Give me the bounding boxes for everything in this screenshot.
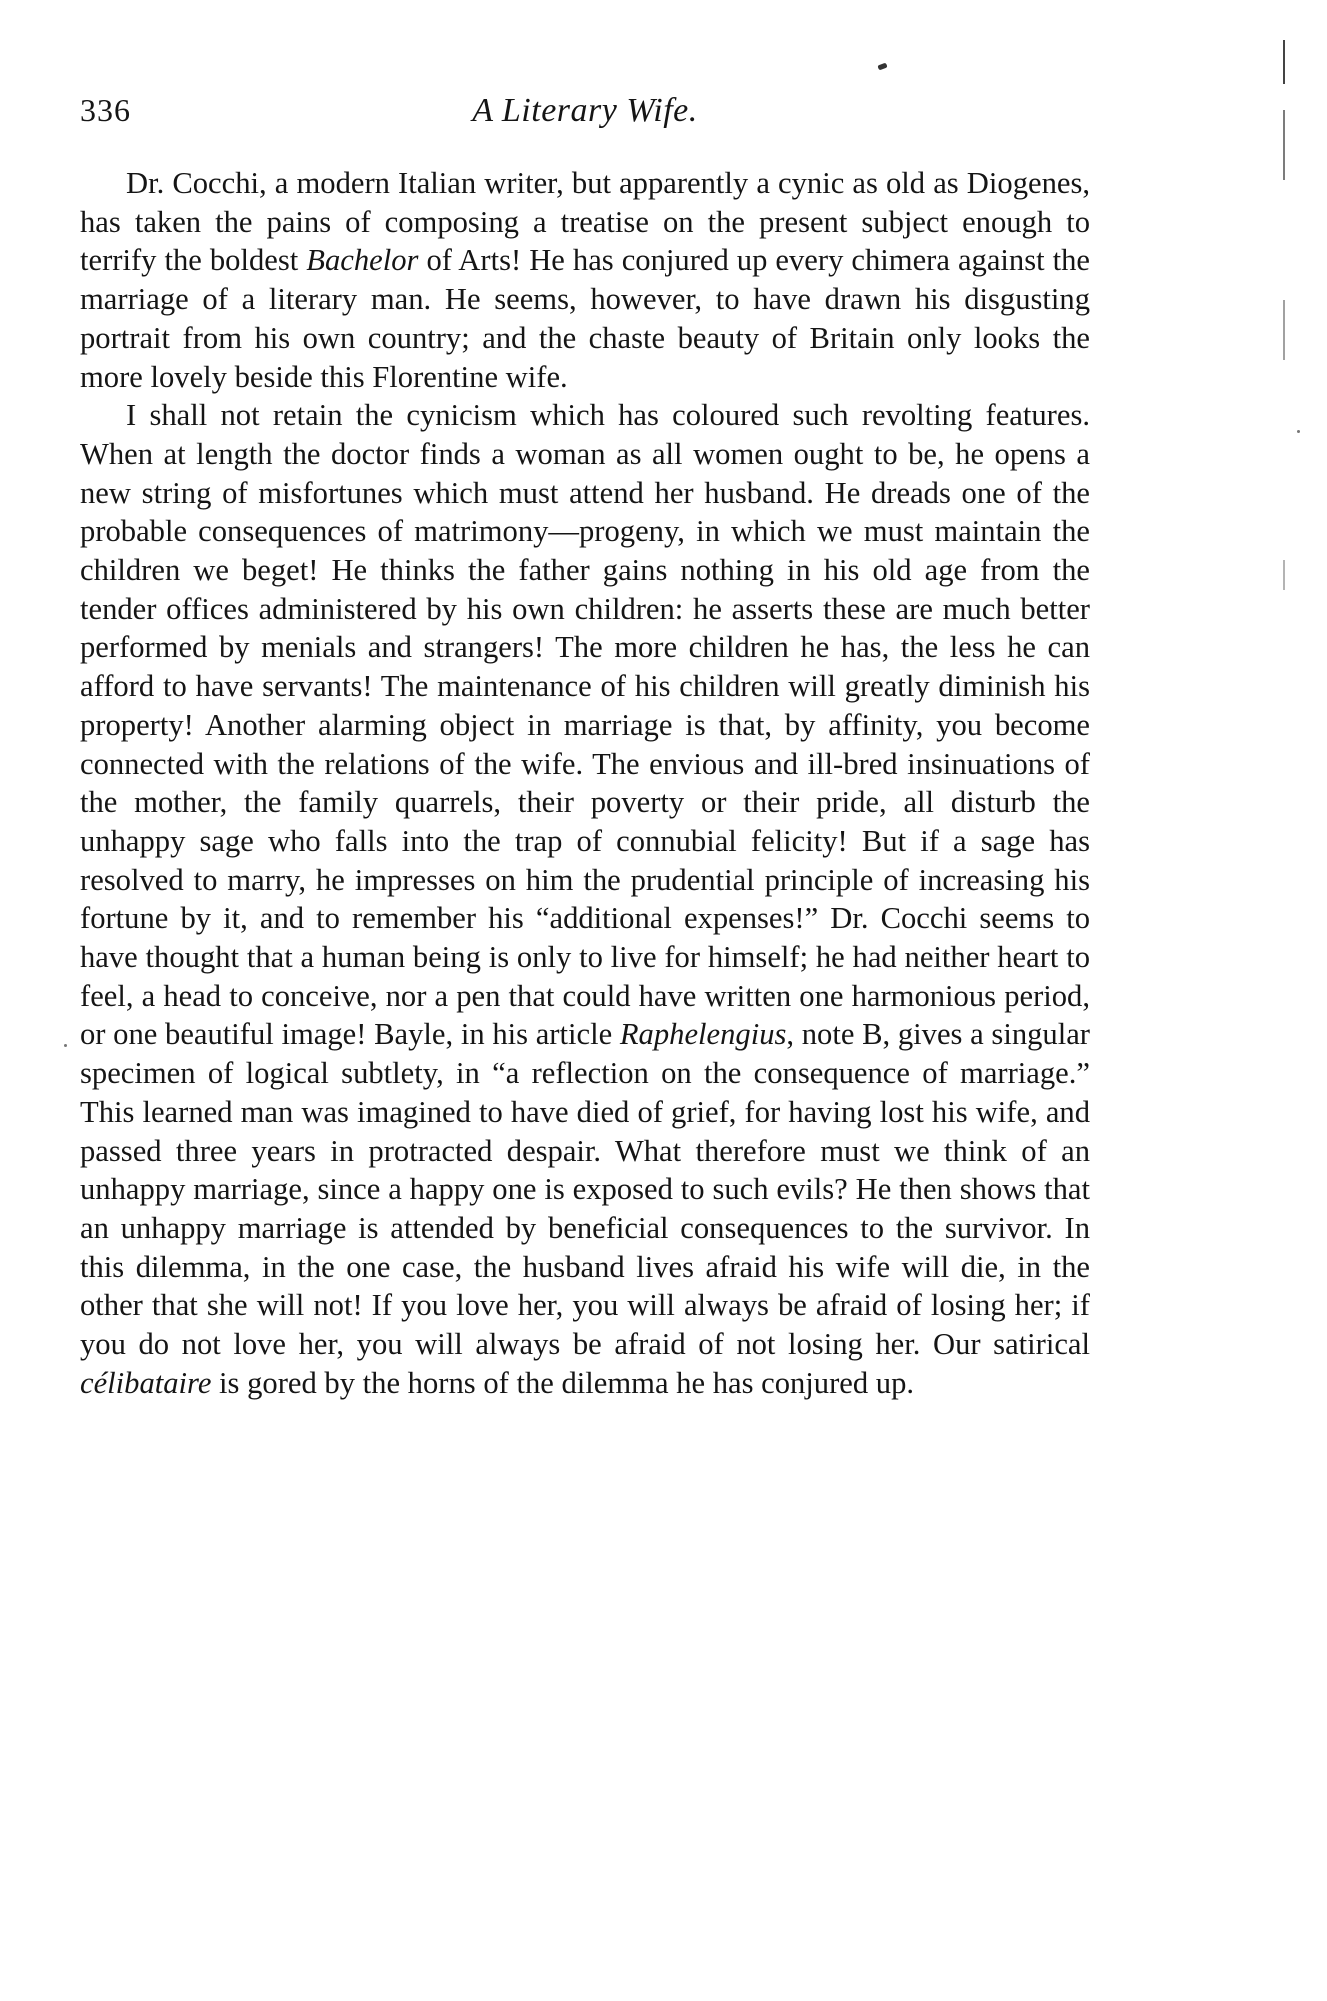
page-header [80, 92, 1090, 140]
text-run: , note B, gives a singular specimen of logical subtlety, in “a reflection on the consequence of marriage.” This learned man was imagined to have died of grief, for having lost his wife, and passed three years in protracted despair. What therefore must we think of an unhappy marriage, since a happy one is exposed to such evils? He then shows that an unhappy marriage is attended by beneficial consequences to the survivor. In this dilemma, in the one case, the husband lives afraid his wife will die, in the other that she will not! If you love her, you will always be afraid of losing her; if you do not love her, you will always be afraid of not losing her. Our satirical [80, 1017, 1090, 1362]
italic-term: Bachelor [306, 243, 419, 278]
page-number: 336 [80, 92, 131, 128]
page-edge-mark [1283, 560, 1285, 590]
page-edge-mark [1283, 40, 1285, 84]
ink-mark [877, 63, 887, 71]
paper-speck [1297, 430, 1300, 433]
paper-speck [64, 1044, 67, 1047]
text-run: is gored by the horns of the dilemma he has conjured up. [211, 1365, 915, 1400]
paragraph-1 [80, 164, 1090, 396]
body-text [80, 164, 1090, 1403]
text-run: I shall not retain the cynicism which has coloured such revolting features. When at length the doctor finds a woman as all women ought to be, he opens a new string of misfortunes which must attend her husband. He dreads one of the probable consequences of matrimony—progeny, in which we must maintain the children we beget! He thinks the father gains nothing in his old age from the tender offices administered by his own children: he asserts these are much better performed by menials and strangers! The more children he has, the less he can afford to have servants! The maintenance of his children will greatly diminish his property! Another alarming object in marriage is that, by affinity, you become connected with the relations of the wife. The envious and ill-bred insinuations of the mother, the family quarrels, their poverty or their pride, all disturb the unhappy sage who falls into the trap of connubial felicity! But if a sage has resolved to marry, he impresses on him the prudential principle of increasing his fortune by it, and to remember his “additional expenses!” Dr. Cocchi seems to have thought that a human being is only to live for himself; he had neither heart to feel, a head to conceive, nor a pen that could have written one harmonious period, or one beautiful image! Bayle, in his article [80, 398, 1090, 1052]
text-run: Dr. Cocchi, a modern Italian writer, but apparently a cynic as old as Diogenes, has taken the pains of composing a treatise on the present subject enough to terrify the boldest [80, 166, 1090, 278]
text-run: of Arts! He has conjured up every chimera against the marriage of a literary man. He seems, however, to have drawn his disgusting portrait from his own country; and the chaste beauty of Britain only looks the more lovely beside this Florentine wife. [80, 243, 1091, 394]
page-edge-mark [1283, 300, 1285, 360]
running-title: A Literary Wife. [472, 92, 698, 129]
paragraph-2 [80, 396, 1090, 1402]
italic-term: Raphelengius [619, 1017, 787, 1052]
italic-term: célibataire [80, 1365, 212, 1400]
page-edge-mark [1283, 110, 1285, 180]
